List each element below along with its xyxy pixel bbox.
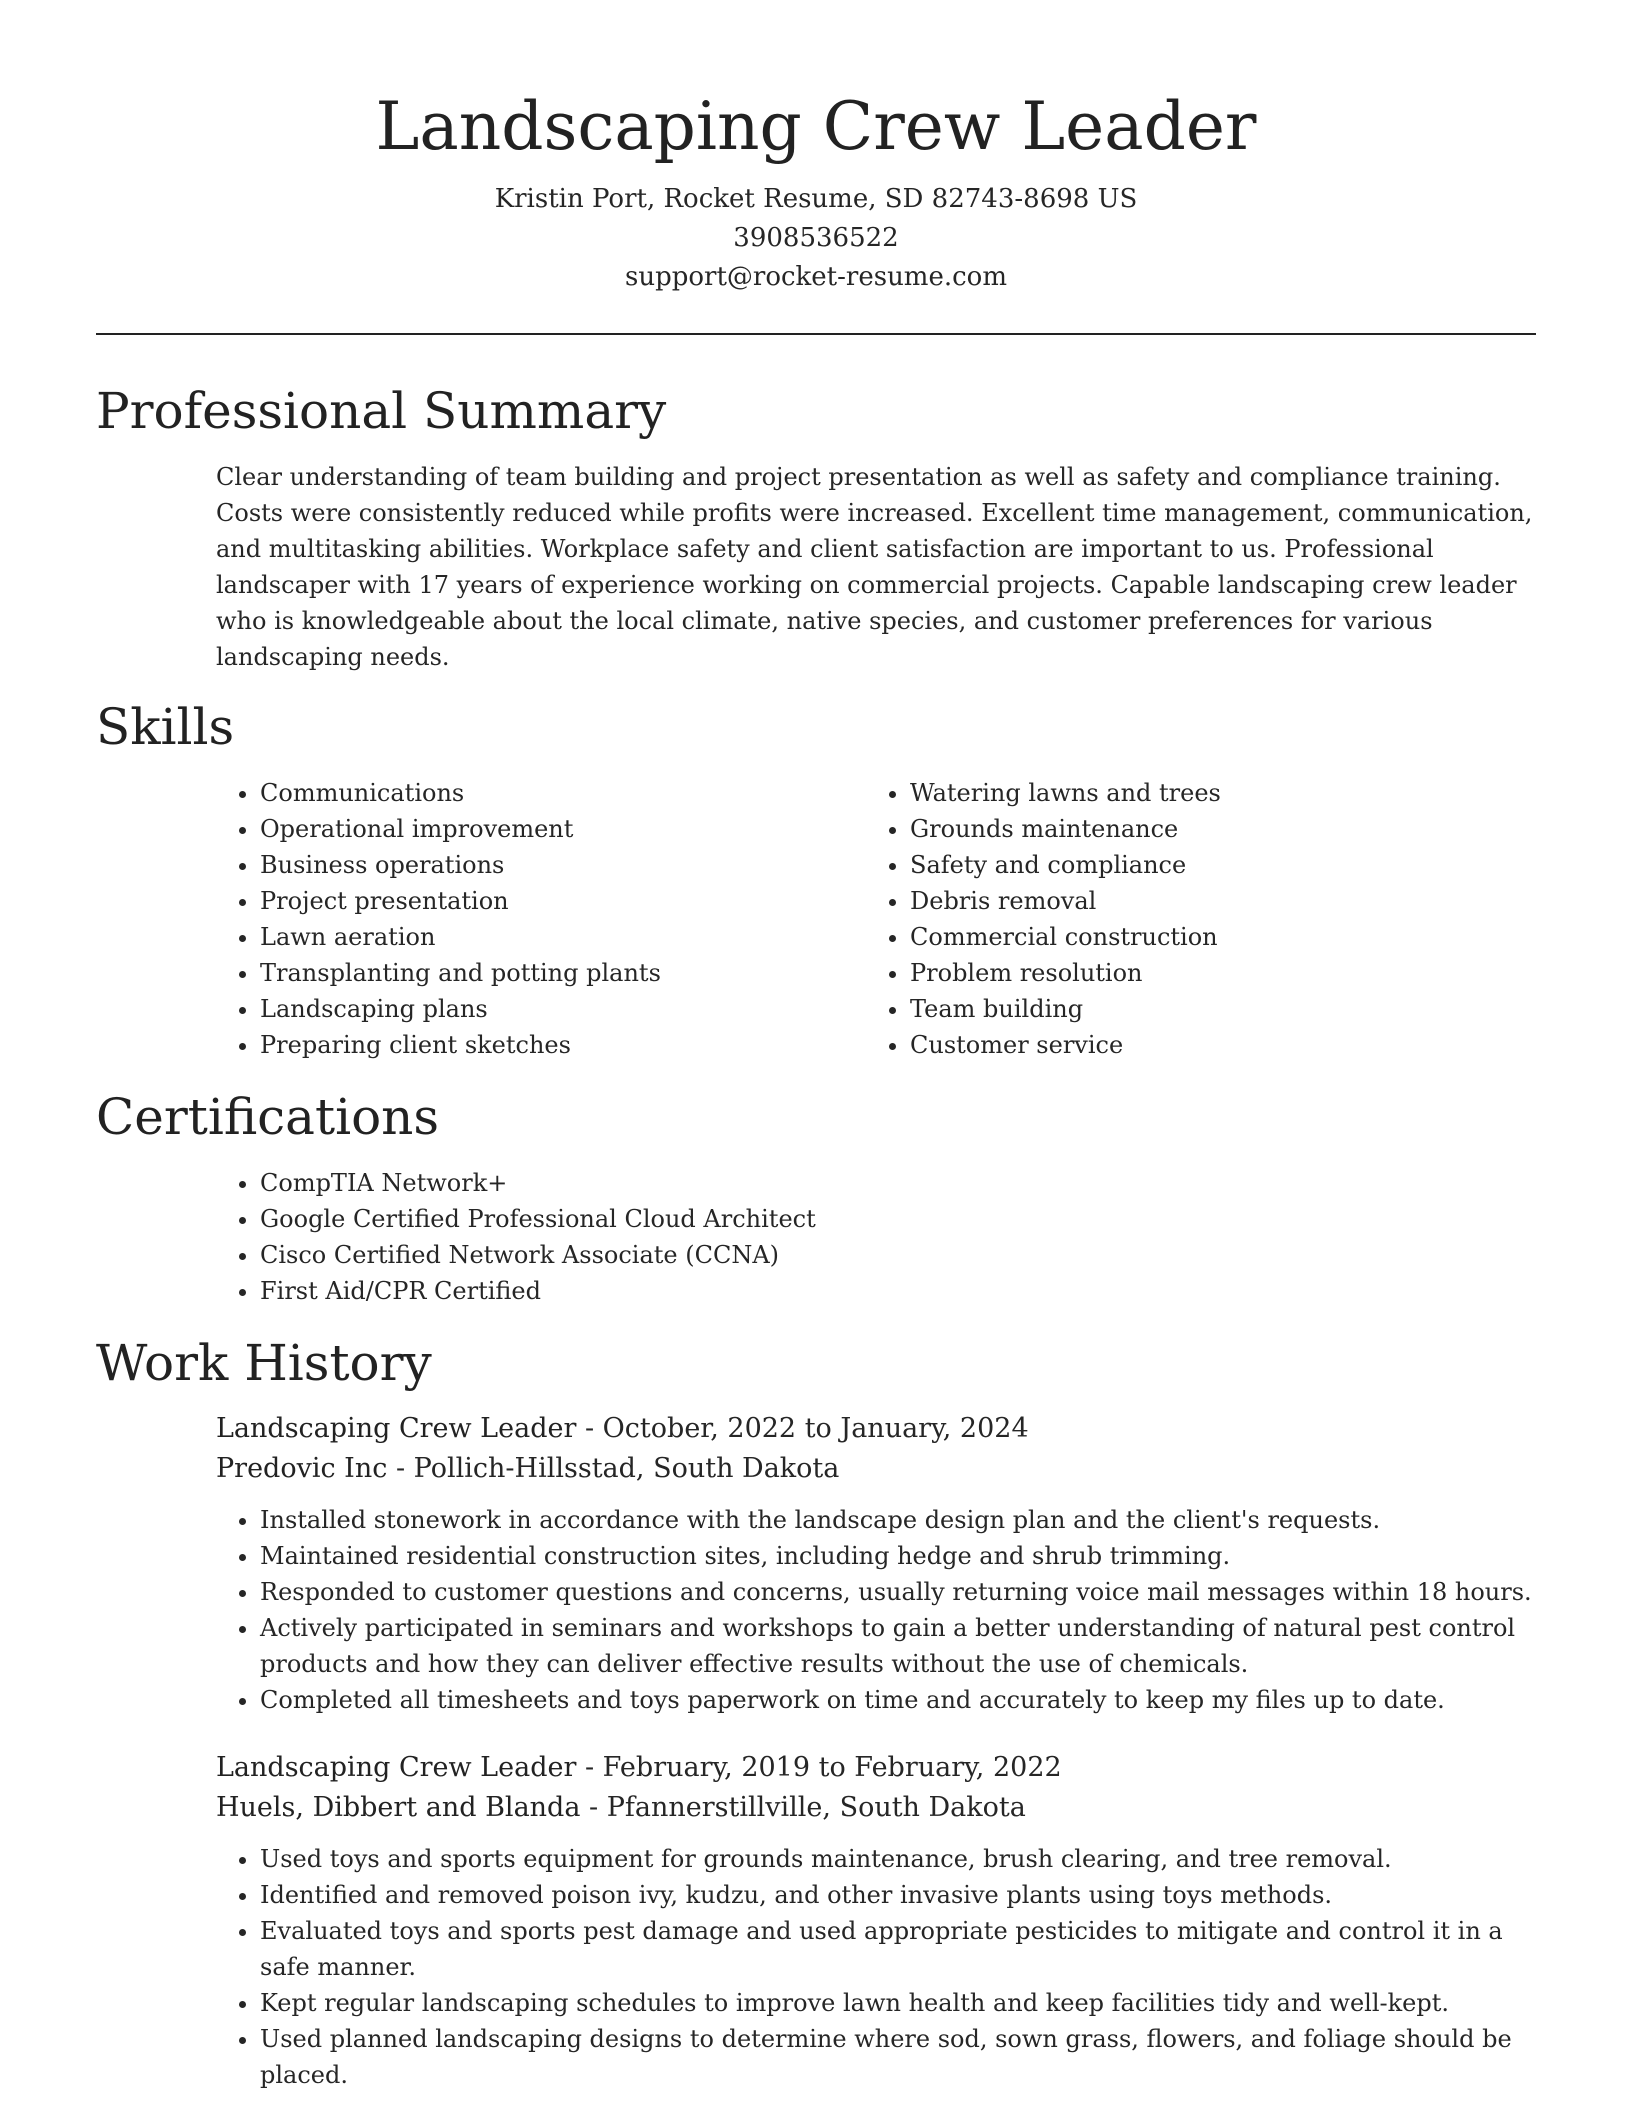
job-dates: February, 2019 to February, 2022 [602, 1752, 1062, 1783]
skills-column-left [216, 775, 866, 1063]
skill-item: • Problem resolution [910, 955, 1516, 991]
certification-item: • First Aid/CPR Certified [260, 1273, 1536, 1309]
separator: - [580, 1792, 607, 1823]
job-title-line [216, 1748, 1536, 1788]
skill-item: • Watering lawns and trees [910, 775, 1516, 811]
skill-item: • Commercial construction [910, 919, 1516, 955]
certification-item: • Google Certified Professional Cloud Architect [260, 1201, 1536, 1237]
job-location: Pfannerstillville, South Dakota [606, 1792, 1026, 1823]
skill-item: • Debris removal [910, 883, 1516, 919]
skills-column-right [866, 775, 1516, 1063]
skill-item: • Safety and compliance [910, 847, 1516, 883]
job-duty-item: • Responded to customer questions and concerns, usually returning voice mail messages within 18 hours. [260, 1574, 1536, 1610]
contact-phone: 3908536522 [733, 223, 899, 253]
resume-header [96, 0, 1536, 297]
skill-item: • Team building [910, 991, 1516, 1027]
job-duties [216, 1502, 1536, 1718]
job-dates: October, 2022 to January, 2024 [602, 1413, 1029, 1444]
skill-item: • Operational improvement [260, 811, 866, 847]
job-company-line [216, 1449, 1536, 1489]
job-duty-item: • Used planned landscaping designs to determine where sod, sown grass, flowers, and foliage should be placed. [260, 2021, 1536, 2093]
certification-item: • CompTIA Network+ [260, 1165, 1536, 1201]
job-duty-item: • Kept regular landscaping schedules to improve lawn health and keep facilities tidy and well-kept. [260, 1985, 1536, 2021]
certifications-heading: Certifications [96, 1088, 440, 1146]
job-location: Pollich-Hillsstad, South Dakota [413, 1453, 840, 1484]
job-duty-item: • Completed all timesheets and toys paperwork on time and accurately to keep my files up to date. [260, 1682, 1536, 1718]
contact-address: Kristin Port, Rocket Resume, SD 82743-8698 US [494, 184, 1138, 214]
skill-item: • Project presentation [260, 883, 866, 919]
separator: - [576, 1752, 603, 1783]
skill-item: • Lawn aeration [260, 919, 866, 955]
job-duty-item: • Used toys and sports equipment for grounds maintenance, brush clearing, and tree removal. [260, 1841, 1536, 1877]
job-entry [216, 1748, 1536, 2093]
summary-text: Clear understanding of team building and project presentation as well as safety and compliance training. Costs were consistently reduced while profits were increased. Excellent time management, communication, and multitasking abilities. Workplace safety and client satisfaction are important to us. Professional landscaper with 17 years of experience working on commercial projects. Capable landscaping crew leader who is knowledgeable about the local climate, native species, and customer preferences for various landscaping needs. [216, 463, 1533, 671]
skill-item: • Communications [260, 775, 866, 811]
skill-item: • Customer service [910, 1027, 1516, 1063]
job-duty-item: • Installed stonework in accordance with the landscape design plan and the client's requests. [260, 1502, 1536, 1538]
contact-info [96, 180, 1536, 297]
job-company: Predovic Inc [216, 1453, 388, 1484]
header-divider [96, 333, 1536, 335]
job-duty-item: • Actively participated in seminars and workshops to gain a better understanding of natural pest control products and how they can deliver effective results without the use of chemicals. [260, 1610, 1536, 1682]
certification-item: • Cisco Certified Network Associate (CCNA) [260, 1237, 1536, 1273]
summary-heading: Professional Summary [96, 382, 667, 440]
skill-item: • Grounds maintenance [910, 811, 1516, 847]
job-duties [216, 1841, 1536, 2093]
job-title: Landscaping Crew Leader [216, 1752, 577, 1783]
work-history-heading: Work History [96, 1334, 432, 1392]
resume-page [96, 0, 1536, 2093]
skill-item: • Business operations [260, 847, 866, 883]
page-title: Landscaping Crew Leader [375, 88, 1257, 165]
skill-item: • Preparing client sketches [260, 1027, 866, 1063]
contact-email: support@rocket-resume.com [624, 262, 1007, 292]
job-entry [216, 1409, 1536, 1718]
job-duty-item: • Identified and removed poison ivy, kudzu, and other invasive plants using toys methods. [260, 1877, 1536, 1913]
skill-item: • Landscaping plans [260, 991, 866, 1027]
skills-heading: Skills [96, 698, 235, 756]
skill-item: • Transplanting and potting plants [260, 955, 866, 991]
summary-section [216, 459, 1536, 675]
job-duty-item: • Evaluated toys and sports pest damage and used appropriate pesticides to mitigate and control it in a safe manner. [260, 1913, 1536, 1985]
job-company: Huels, Dibbert and Blanda [216, 1792, 581, 1823]
separator: - [387, 1453, 414, 1484]
job-title: Landscaping Crew Leader [216, 1413, 577, 1444]
certifications-list [216, 1165, 1536, 1309]
separator: - [576, 1413, 603, 1444]
job-duty-item: • Maintained residential construction sites, including hedge and shrub trimming. [260, 1538, 1536, 1574]
job-title-line [216, 1409, 1536, 1449]
job-company-line [216, 1788, 1536, 1828]
skills-list [216, 775, 1536, 1063]
